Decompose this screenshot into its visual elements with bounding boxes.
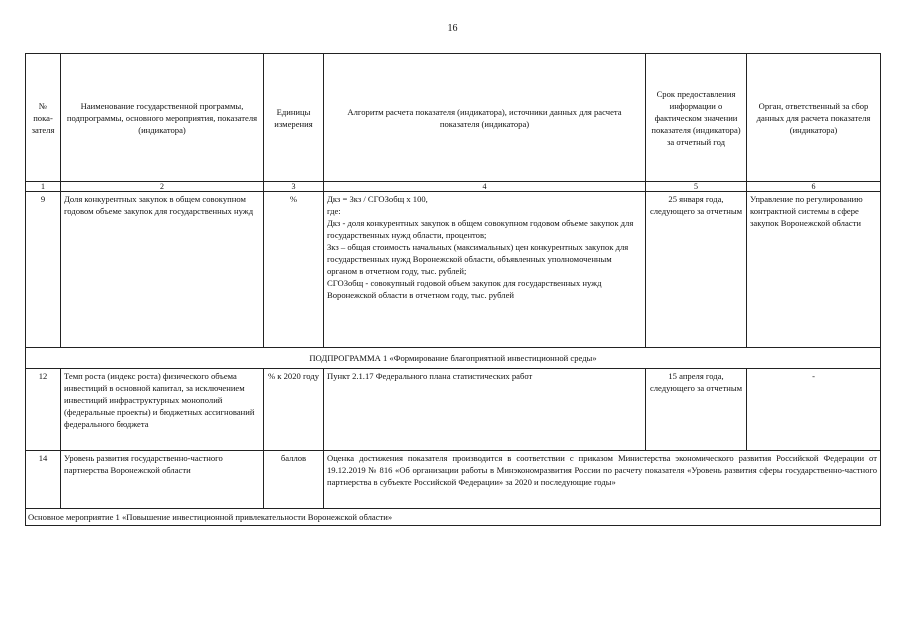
indicator-unit: % [264, 192, 324, 348]
row-number: 12 [26, 369, 61, 451]
basic-event-title: Основное мероприятие 1 «Повышение инвестиционной привлекательности Воронежской области» [26, 509, 881, 526]
indicator-deadline: 25 января года, следующего за отчетным [646, 192, 747, 348]
indicator-unit: % к 2020 году [264, 369, 324, 451]
basic-event-row [26, 509, 881, 526]
algorithm-line: Зкз – общая стоимость начальных (максимальных) цен конкурентных закупок для государственных нужд Воронежской области, объявленных уполномоченным органом в отчетном году, тыс. рублей; [327, 242, 629, 276]
row-number: 14 [26, 451, 61, 509]
column-number: 6 [747, 182, 881, 192]
indicator-responsible: - [747, 369, 881, 451]
indicator-algorithm: Оценка достижения показателя производится в соответствии с приказом Министерства экономического развития Российской Федерации от 19.12.2019 № 816 «Об организации работы в Минэкономразвития России по расчету показателя «Уровень развития сферы государственно-частного партнерства в субъекте Российской Федерации» за 2020 и последующие годы» [324, 451, 881, 509]
table-header-row [26, 54, 881, 182]
indicator-name: Доля конкурентных закупок в общем совокупном годовом объеме закупок для государственных нужд [61, 192, 264, 348]
algorithm-line: где: [327, 206, 341, 216]
row-number: 9 [26, 192, 61, 348]
column-number: 3 [264, 182, 324, 192]
indicator-name: Уровень развития государственно-частного партнерства Воронежской области [61, 451, 264, 509]
algorithm-line: Дкз - доля конкурентных закупок в общем совокупном годовом объеме закупок для государственных нужд области, процентов; [327, 218, 634, 240]
header-deadline: Срок предоставления информации о фактическом значении показателя (индикатора) за отчетный год [646, 54, 747, 182]
indicator-algorithm: Пункт 2.1.17 Федерального плана статистических работ [324, 369, 646, 451]
indicator-unit: баллов [264, 451, 324, 509]
subprogram-title: ПОДПРОГРАММА 1 «Формирование благоприятной инвестиционной среды» [26, 348, 881, 369]
indicators-table [25, 53, 881, 526]
indicator-responsible: Управление по регулированию контрактной системы в сфере закупок Воронежской области [747, 192, 881, 348]
column-number: 5 [646, 182, 747, 192]
header-algorithm: Алгоритм расчета показателя (индикатора), источники данных для расчета показателя (индикатора) [324, 54, 646, 182]
table-row [26, 192, 881, 348]
column-number: 4 [324, 182, 646, 192]
table-row [26, 369, 881, 451]
column-number: 1 [26, 182, 61, 192]
header-responsible: Орган, ответственный за сбор данных для расчета показателя (индикатора) [747, 54, 881, 182]
algorithm-line: Дкз = Зкз / СГОЗобщ х 100, [327, 194, 428, 204]
header-number: № пока-зателя [26, 54, 61, 182]
header-name: Наименование государственной программы, подпрограммы, основного мероприятия, показателя (индикатора) [61, 54, 264, 182]
indicator-algorithm [324, 192, 646, 348]
header-unit: Единицы измерения [264, 54, 324, 182]
page-number: 16 [447, 23, 458, 34]
indicator-name: Темп роста (индекс роста) физического объема инвестиций в основной капитал, за исключением инвестиций инфраструктурных монополий (федеральные проекты) и бюджетных ассигнований федерального бюджета [61, 369, 264, 451]
table-row [26, 451, 881, 509]
algorithm-line: СГОЗобщ - совокупный годовой объем закупок для государственных нужд Воронежской области в отчетном году, тыс. рублей [327, 278, 602, 300]
subprogram-row [26, 348, 881, 369]
column-number: 2 [61, 182, 264, 192]
column-number-row [26, 182, 881, 192]
indicator-deadline: 15 апреля года, следующего за отчетным [646, 369, 747, 451]
